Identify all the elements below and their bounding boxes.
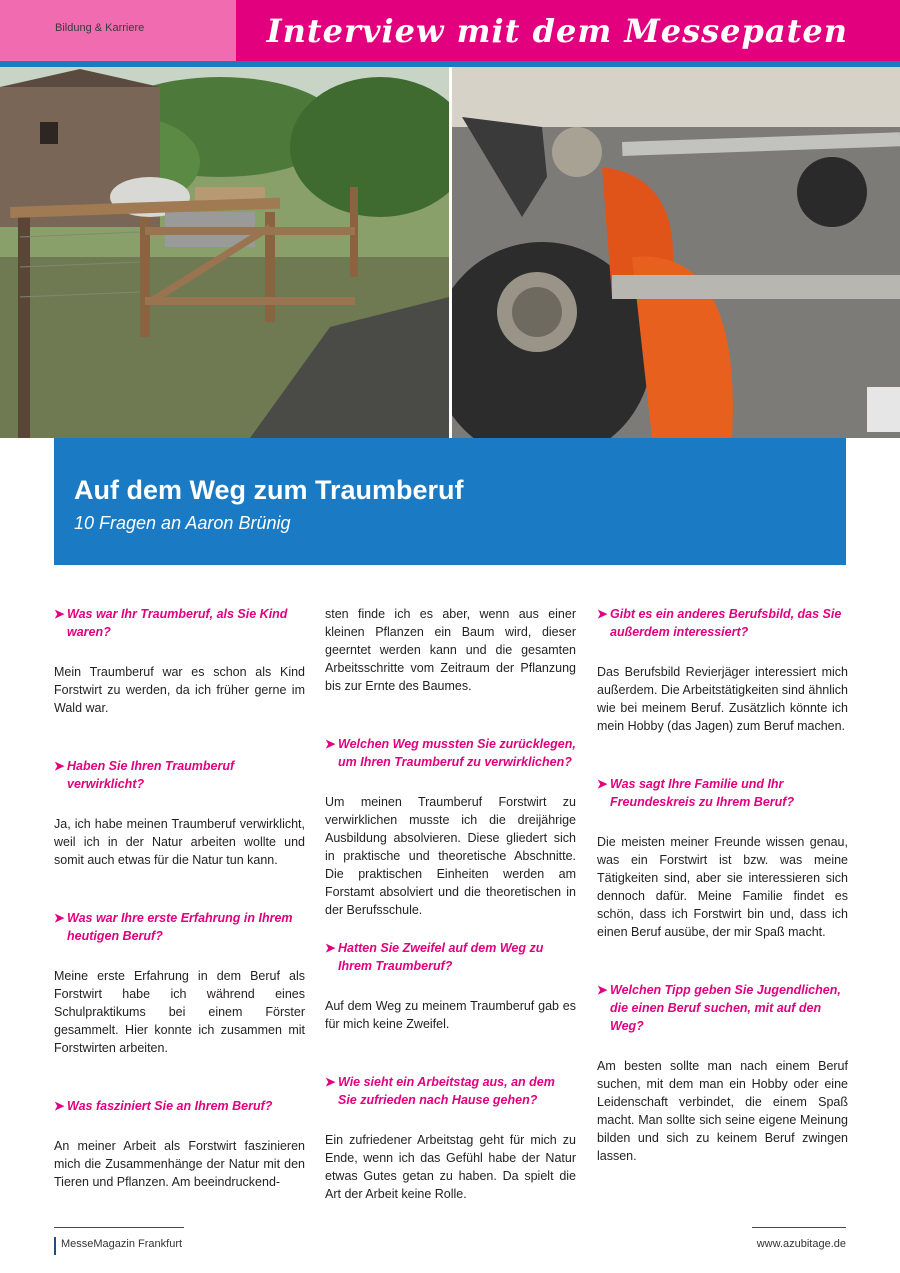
section-label: Bildung & Karriere [55,22,145,34]
question: ➤ Gibt es ein anderes Berufsbild, das Sie außerdem interessiert? [597,607,842,639]
answer: sten finde ich es aber, wenn aus einer kleinen Pflanzen ein Baum wird, dieser geerntet werden kann und die gesamten Arbeitsschritte vom Zeitraum der Pflanzung bis zur Ernte des Baumes. [325,607,576,693]
column-2 [325,605,576,1203]
arrow-icon: ➤ [54,759,65,773]
arrow-icon: ➤ [54,1099,65,1113]
answer: Um meinen Traumberuf Forstwirt zu verwirklichen musste ich die dreijährige Ausbildung absolvieren. Diese gliedert sich in praktische und theoretische Abschnitte. Die praktischen Einheiten werden am Forstamt absolviert und die theoretischen in der Berufsschule. [325,795,576,917]
question: ➤ Wie sieht ein Arbeitstag aus, an dem Sie zufrieden nach Hause gehen? [325,1075,555,1107]
arrow-icon: ➤ [54,607,65,621]
arrow-icon: ➤ [325,941,336,955]
arrow-icon: ➤ [325,1075,336,1089]
header-left-band [0,0,236,61]
page-title: Interview mit dem Messepaten [266,12,848,50]
answer: Die meisten meiner Freunde wissen genau, was ein Forstwirt ist bzw. was meine Tätigkeiten sind, aber sie interessieren sich dennoch dafür. Meine Familie findet es schön, dass ich Forstwirt bin und, dass ich einen Beruf ausübe, der mir Spaß macht. [597,835,848,939]
answer: Ein zufriedener Arbeitstag geht für mich zu Ende, wenn ich das Gefühl habe der Natur etwas Gutes getan zu haben. Da spielt die Art der Arbeit keine Rolle. [325,1133,576,1201]
answer: Ja, ich habe meinen Traumberuf verwirklicht, weil ich in der Natur arbeiten wollte und somit auch etwas für die Natur tun kann. [54,817,305,867]
column-3 [597,605,848,1165]
article-title-box [54,438,846,565]
arrow-icon: ➤ [325,737,336,751]
answer: Meine erste Erfahrung in dem Beruf als Forstwirt habe ich während eines Schulpraktikums bei einem Förster gesammelt. Hier konnte ich zusammen mit Forstwirten arbeiten. [54,969,305,1055]
column-1 [54,605,305,1191]
arrow-icon: ➤ [597,983,608,997]
header-right-band [236,0,900,61]
question: ➤ Hatten Sie Zweifel auf dem Weg zu Ihrem Traumberuf? [325,941,544,973]
answer: Am besten sollte man nach einem Beruf suchen, mit dem man ein Hobby oder eine Leidenschaft verbindet, die einem Spaß macht. Man sollte sich seine eigene Meinung bilden und sich zu keinem Beruf zwingen lassen. [597,1059,848,1163]
question: ➤ Haben Sie Ihren Traumberuf verwirklicht? [54,759,235,791]
footer-bar [54,1237,56,1255]
arrow-icon: ➤ [597,777,608,791]
footer-publication: MesseMagazin Frankfurt [61,1238,183,1250]
question: ➤ Was fasziniert Sie an Ihrem Beruf? [54,1099,273,1113]
footer-rule-right [752,1227,846,1228]
answer: Auf dem Weg zu meinem Traumberuf gab es für mich keine Zweifel. [325,999,576,1031]
answer: An meiner Arbeit als Forstwirt faszinieren mich die Zusammenhänge der Natur mit den Tieren und Pflanzen. Am beeindruckend- [54,1139,305,1189]
arrow-icon: ➤ [54,911,65,925]
article-title: Auf dem Weg zum Traumberuf [74,475,464,505]
brushcutter-tools-photo [452,67,900,438]
answer: Mein Traumberuf war es schon als Kind Forstwirt zu werden, da ich früher gerne im Wald war. [54,665,305,715]
question: ➤ Was sagt Ihre Familie und Ihr Freundeskreis zu Ihrem Beruf? [597,777,795,809]
question: ➤ Welchen Weg mussten Sie zurücklegen, um Ihren Traumberuf zu verwirklichen? [325,737,576,769]
question: ➤ Was war Ihr Traumberuf, als Sie Kind waren? [54,607,288,639]
answer: Das Berufsbild Revierjäger interessiert mich außerdem. Die Arbeitstätigkeiten sind ähnlich wie bei meinem Beruf. Zusätzlich könnte ich mein Hobby (das Jagen) zum Beruf machen. [597,665,848,733]
question: ➤ Welchen Tipp geben Sie Jugendlichen, die einen Beruf suchen, mit auf den Weg? [597,983,841,1033]
article-subtitle: 10 Fragen an Aaron Brünig [74,513,291,533]
question: ➤ Was war Ihre erste Erfahrung in Ihrem heutigen Beruf? [54,911,293,943]
footer-rule-left [54,1227,184,1228]
footer-url[interactable]: www.azubitage.de [756,1238,846,1250]
arrow-icon: ➤ [597,607,608,621]
fence-gate-photo [0,67,449,438]
